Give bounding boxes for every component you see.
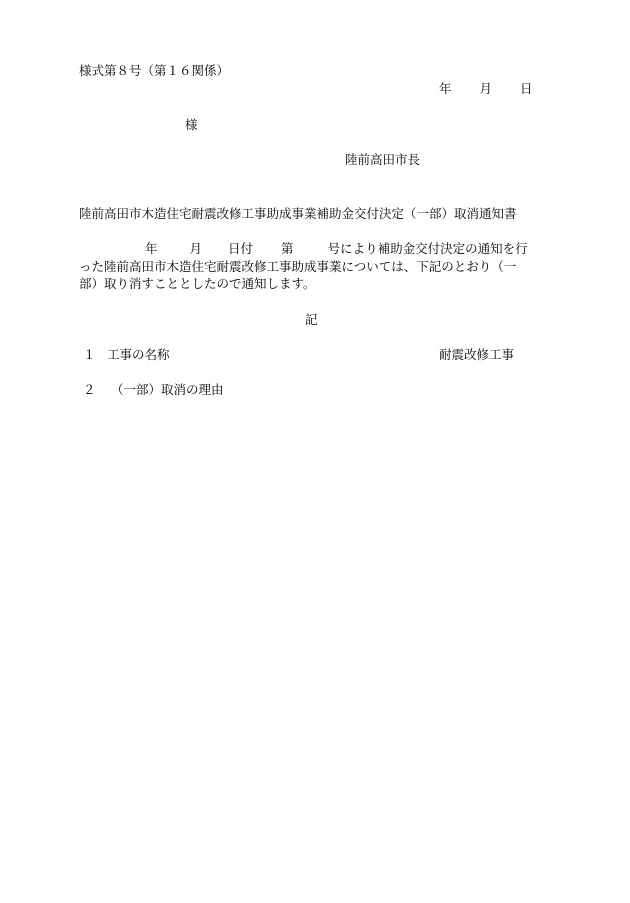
item-number: １ bbox=[83, 347, 96, 362]
date-month-label: 月 bbox=[479, 81, 493, 96]
body-number-prefix: 第 bbox=[281, 241, 294, 256]
body-year: 年 bbox=[145, 241, 158, 256]
item-label-cancel-reason: （一部）取消の理由 bbox=[111, 382, 224, 397]
item-label-work-name: 工事の名称 bbox=[107, 347, 170, 362]
addressee-honorific: 様 bbox=[185, 117, 198, 132]
body-line-1 bbox=[79, 240, 549, 258]
body-line-3: 部）取り消すこととしたので通知します。 bbox=[79, 276, 316, 291]
body-month: 月 bbox=[189, 241, 203, 256]
body-day-suffix: 日付 bbox=[228, 241, 254, 256]
date-day-label: 日 bbox=[520, 81, 533, 96]
item-number: ２ bbox=[83, 382, 96, 397]
issuer-name: 陸前高田市長 bbox=[345, 152, 421, 167]
body-line-2: った陸前高田市木造住宅耐震改修工事助成事業については、下記のとおり（一 bbox=[79, 258, 517, 274]
date-header bbox=[439, 83, 533, 96]
document-title: 陸前高田市木造住宅耐震改修工事助成事業補助金交付決定（一部）取消通知書 bbox=[79, 206, 517, 221]
item-value-work-name: 耐震改修工事 bbox=[439, 347, 515, 362]
form-number: 様式第８号（第１６関係） bbox=[79, 63, 230, 78]
ki-heading: 記 bbox=[305, 312, 318, 327]
body-line1-rest: 号により補助金交付決定の通知を行 bbox=[327, 241, 528, 256]
date-year-label: 年 bbox=[439, 81, 452, 96]
body-paragraph bbox=[79, 240, 549, 293]
